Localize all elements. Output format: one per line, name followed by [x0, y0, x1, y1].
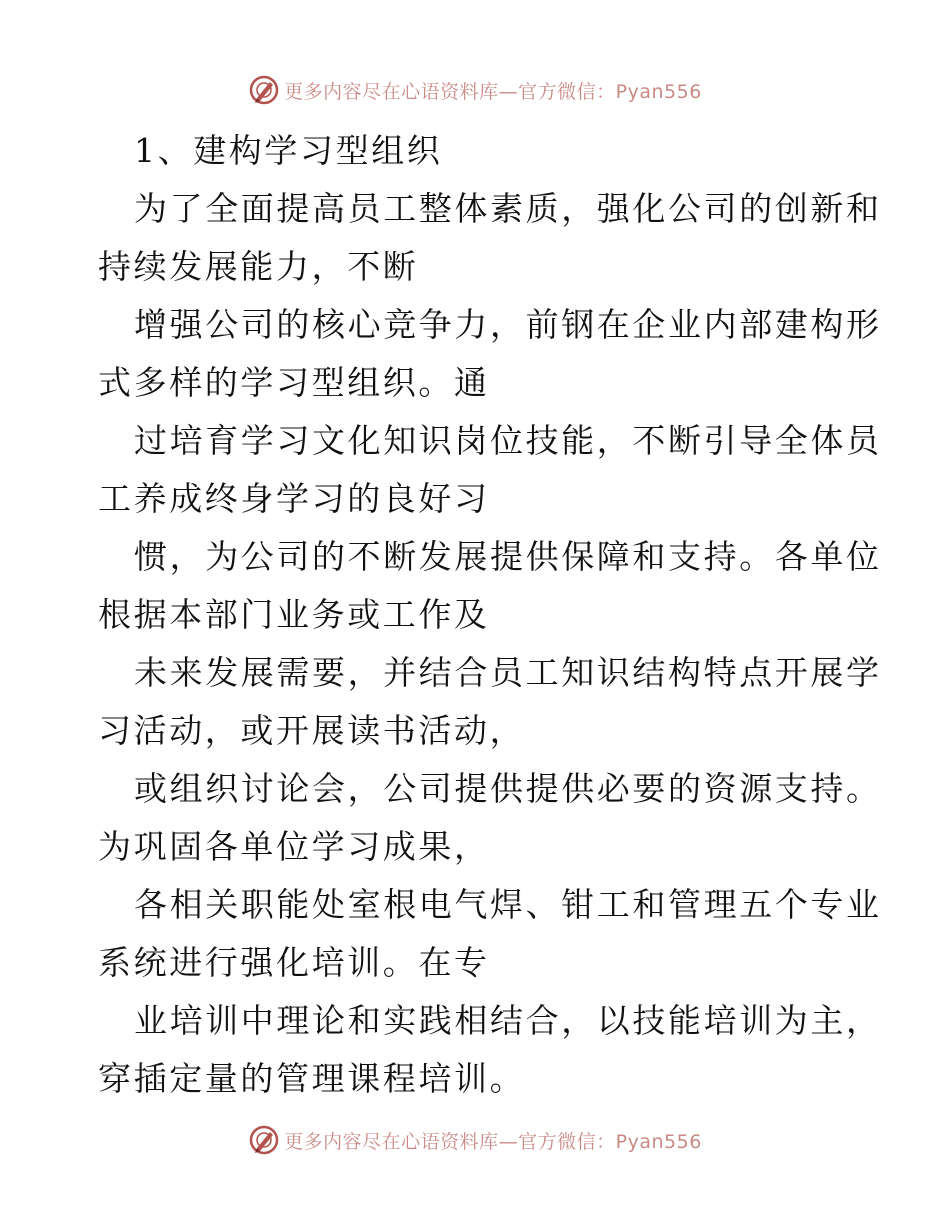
- text-line: 根据本部门业务或工作及: [98, 595, 490, 634]
- text-line: 式多样的学习型组织。通: [98, 363, 490, 402]
- pen-logo-icon: [248, 1124, 280, 1156]
- section-heading: 1、建构学习型组织: [134, 131, 443, 170]
- text-line: 持续发展能力，不断: [98, 247, 419, 286]
- text-line: 穿插定量的管理课程培训。: [98, 1059, 526, 1098]
- text-line: 惯，为公司的不断发展提供保障和支持。各单位: [134, 537, 882, 576]
- text-line: 工养成终身学习的良好习: [98, 479, 490, 518]
- text-line: 业培训中理论和实践相结合，以技能培训为主，: [134, 1001, 882, 1040]
- text-line: 各相关职能处室根电气焊、钳工和管理五个专业: [134, 885, 882, 924]
- header-watermark: [0, 70, 950, 110]
- pen-logo-icon: [248, 74, 280, 106]
- text-line: 为巩固各单位学习成果，: [98, 827, 490, 866]
- text-line: 增强公司的核心竞争力，前钢在企业内部建构形: [134, 305, 882, 344]
- footer-watermark: [0, 1120, 950, 1160]
- watermark-text: 更多内容尽在心语资料库—官方微信：Pyan556: [284, 80, 702, 103]
- text-line: 过培育学习文化知识岗位技能，不断引导全体员: [134, 421, 882, 460]
- text-line: 或组织讨论会，公司提供提供必要的资源支持。: [134, 769, 882, 808]
- text-line: 未来发展需要，并结合员工知识结构特点开展学: [134, 653, 882, 692]
- document-body: [98, 122, 882, 1108]
- text-line: 系统进行强化培训。在专: [98, 943, 490, 982]
- text-line: 习活动，或开展读书活动，: [98, 711, 526, 750]
- watermark-text: 更多内容尽在心语资料库—官方微信：Pyan556: [284, 1130, 702, 1153]
- text-line: 为了全面提高员工整体素质，强化公司的创新和: [134, 189, 882, 228]
